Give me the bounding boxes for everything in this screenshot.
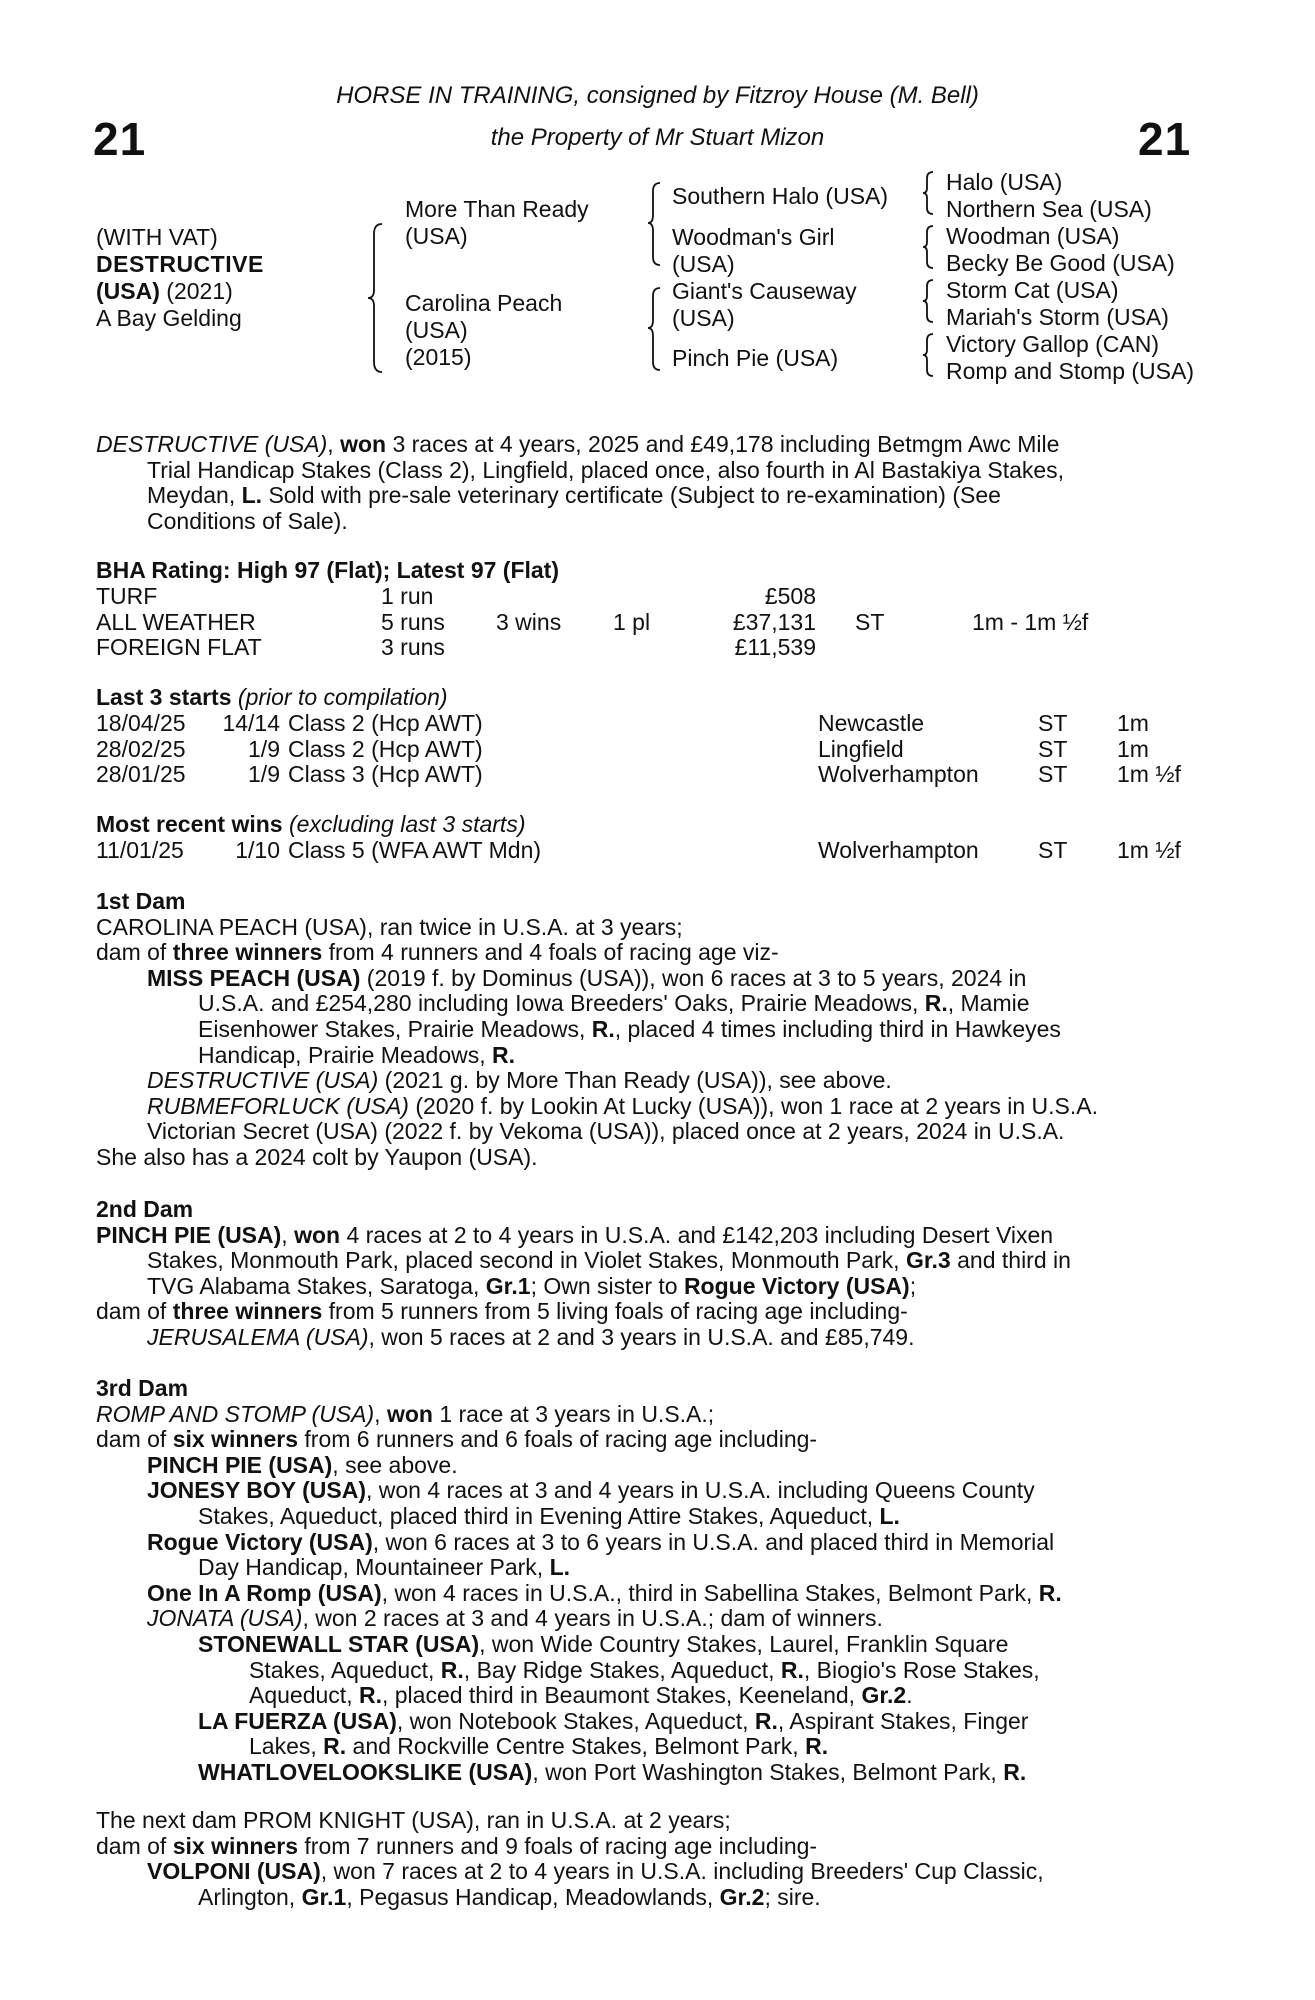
- first-dam-line-10: She also has a 2024 colt by Yaupon (USA).: [96, 1143, 538, 1170]
- sd-l3-b: ; Own sister to: [530, 1272, 684, 1299]
- last-start-course: Wolverhampton: [818, 761, 979, 788]
- td-rogue-text: , won 6 races at 3 to 6 years in U.S.A. and placed third in Memorial: [372, 1528, 1055, 1555]
- td-l15-a: , won Port Washington Stakes, Belmont Park,: [532, 1758, 1004, 1785]
- property-line: the Property of Mr Stuart Mizon: [490, 124, 825, 151]
- second-dam-line-3: [96, 1274, 1206, 1300]
- rating-distance: 1m - 1m ½f: [972, 608, 1089, 635]
- td-l12-gr: Gr.2: [861, 1682, 907, 1709]
- td-rogue-victory: Rogue Victory (USA): [147, 1528, 373, 1555]
- td-won: won: [386, 1400, 433, 1427]
- first-dam-line-6: [96, 1043, 1206, 1069]
- recent-win-going: ST: [1038, 837, 1068, 863]
- fd-l6-r: R.: [492, 1041, 516, 1068]
- sire-origin: (USA): [405, 223, 468, 249]
- td-jonesy-boy: JONESY BOY (USA): [147, 1477, 366, 1504]
- bracket-g3-3: [923, 278, 937, 324]
- first-dam-line-1: CAROLINA PEACH (USA), ran twice in U.S.A. at 3 years;: [96, 913, 683, 940]
- rating-prize: £508: [764, 583, 816, 609]
- last-start-race: Class 2 (Hcp AWT): [288, 735, 483, 762]
- third-dam-heading: 3rd Dam: [96, 1375, 189, 1401]
- td-l14-r1: R.: [323, 1733, 347, 1760]
- td-pinch-pie: PINCH PIE (USA): [147, 1451, 333, 1478]
- second-dam-heading: 2nd Dam: [96, 1196, 194, 1222]
- dam-dam: Pinch Pie (USA): [672, 345, 839, 371]
- rating-runs: 1 run: [381, 583, 434, 609]
- td-l15-r: R.: [1003, 1758, 1027, 1785]
- next-dam-line-3: [96, 1859, 1206, 1885]
- sd-l3-gr: Gr.1: [485, 1272, 531, 1299]
- g3-storm-cat: Storm Cat (USA): [946, 277, 1119, 303]
- first-dam-line-3: [96, 966, 1206, 992]
- rating-placed: 1 pl: [613, 608, 651, 635]
- bracket-g3-4: [923, 332, 937, 378]
- nd-l4-b: , Pegasus Handicap, Meadowlands,: [346, 1883, 720, 1910]
- td-dam-of: dam of: [96, 1426, 173, 1453]
- summary-text-3: Sold with pre-sale veterinary certificate (Subject to re-examination) (See: [262, 482, 1001, 509]
- rating-prize: £37,131: [732, 608, 816, 635]
- fd-l4-b: , Mamie: [947, 990, 1030, 1017]
- next-dam-section: [96, 1808, 1206, 1910]
- recent-wins-heading-line: [96, 812, 525, 838]
- next-dam-line-4: [96, 1885, 1206, 1911]
- sd-l2-gr: Gr.3: [905, 1247, 951, 1274]
- sd-l3-a: TVG Alabama Stakes, Saratoga,: [147, 1272, 486, 1299]
- last-start-position: 1/9: [248, 761, 280, 788]
- recent-win-position: 1/10: [235, 837, 280, 863]
- g3-mariahs-storm: Mariah's Storm (USA): [946, 304, 1169, 330]
- dam-year: (2015): [405, 344, 472, 370]
- last-starts-note: (prior to compilation): [231, 684, 448, 710]
- pedigree-dam-bracket: [648, 286, 666, 372]
- fd-l6-a: Handicap, Prairie Meadows,: [198, 1041, 493, 1068]
- td-winners: six winners: [172, 1426, 298, 1453]
- recent-win-course: Wolverhampton: [818, 837, 979, 863]
- second-dam-section: [96, 1197, 1206, 1351]
- td-l12-r: R.: [358, 1682, 382, 1709]
- td-l13-a: , won Notebook Stakes, Aqueduct,: [396, 1707, 755, 1734]
- td-jonata-text: , won 2 races at 3 and 4 years in U.S.A.; dam of winners.: [302, 1605, 883, 1632]
- td-whatlovelookslike: WHATLOVELOOKSLIKE (USA): [198, 1758, 533, 1785]
- first-dam-section: [96, 889, 1206, 1171]
- sire-dam-origin: (USA): [672, 251, 735, 277]
- td-l11-c: , Biogio's Rose Stakes,: [803, 1656, 1040, 1683]
- rating-runs: 5 runs: [381, 608, 445, 635]
- fd-destructive-text: (2021 g. by More Than Ready (USA)), see above.: [378, 1067, 892, 1094]
- third-dam-line-6: [96, 1530, 1206, 1556]
- g3-victory-gallop: Victory Gallop (CAN): [946, 331, 1160, 357]
- sd-dam-of: dam of: [96, 1298, 173, 1325]
- second-dam-line-1: [96, 1223, 1206, 1249]
- second-dam-line-5: [96, 1325, 1206, 1351]
- last-start-race: Class 3 (Hcp AWT): [288, 761, 483, 788]
- last-start-date: 28/02/25: [96, 735, 186, 762]
- td-jonesy-text: , won 4 races at 3 and 4 years in U.S.A. including Queens County: [365, 1477, 1035, 1504]
- last-start-going: ST: [1038, 761, 1068, 788]
- third-dam-line-1: [96, 1402, 1206, 1428]
- sire-name: More Than Ready: [405, 196, 589, 222]
- last-start-course: Newcastle: [818, 710, 925, 736]
- fd-l5-a: Eisenhower Stakes, Prairie Meadows,: [198, 1015, 592, 1042]
- vat-note: (WITH VAT): [96, 224, 218, 250]
- td-l13-r: R.: [754, 1707, 778, 1734]
- fd-rubmeforluck: RUBMEFORLUCK (USA): [147, 1092, 409, 1119]
- sd-jerusalema-text: , won 5 races at 2 and 3 years in U.S.A. and £85,749.: [368, 1323, 915, 1350]
- summary-sep: ,: [327, 431, 341, 457]
- td-romp: ROMP AND STOMP (USA): [96, 1400, 375, 1427]
- g3-northern-sea: Northern Sea (USA): [946, 196, 1152, 222]
- last-start-distance: 1m: [1117, 710, 1149, 736]
- first-dam-line-5: [96, 1017, 1206, 1043]
- recent-win-race: Class 5 (WFA AWT Mdn): [288, 837, 542, 863]
- nd-dam-of: dam of: [96, 1832, 173, 1859]
- nd-l4-gr1: Gr.1: [301, 1883, 347, 1910]
- sd-jerusalema: JERUSALEMA (USA): [147, 1323, 369, 1350]
- third-dam-line-15: [96, 1760, 1206, 1786]
- nd-volponi: VOLPONI (USA): [147, 1858, 321, 1885]
- fd-l4-a: U.S.A. and £254,280 including Iowa Breeders' Oaks, Prairie Meadows,: [198, 990, 925, 1017]
- third-dam-line-9: [96, 1606, 1206, 1632]
- first-dam-line-2: [96, 940, 1206, 966]
- third-dam-line-10: [96, 1632, 1206, 1658]
- horse-name: DESTRUCTIVE: [96, 251, 264, 277]
- sire-sire: Southern Halo (USA): [672, 183, 889, 209]
- summary-horse: DESTRUCTIVE (USA): [96, 431, 328, 457]
- sd-won: won: [294, 1221, 341, 1248]
- pedigree-main-bracket: [368, 222, 388, 374]
- td-l12-c: .: [906, 1682, 913, 1709]
- third-dam-line-14: [96, 1734, 1206, 1760]
- first-dam-line-4: [96, 991, 1206, 1017]
- fd-winners: three winners: [172, 939, 323, 966]
- td-l7-a: Day Handicap, Mountaineer Park,: [198, 1554, 550, 1581]
- td-runners: from 6 runners and 6 foals of racing age including-: [298, 1426, 818, 1453]
- td-pinch-pie-text: , see above.: [332, 1451, 458, 1478]
- sd-l1-text: 4 races at 2 to 4 years in U.S.A. and £142,203 including Desert Vixen: [340, 1221, 1054, 1248]
- td-l11-a: Stakes, Aqueduct,: [249, 1656, 441, 1683]
- bracket-g3-2: [923, 224, 937, 270]
- td-l14-r2: R.: [805, 1733, 829, 1760]
- summary-meydan: Meydan,: [147, 482, 242, 509]
- td-jonata: JONATA (USA): [147, 1605, 303, 1632]
- dam-name: Carolina Peach: [405, 290, 563, 316]
- second-dam-line-4: [96, 1299, 1206, 1325]
- rating-heading: BHA Rating: High 97 (Flat); Latest 97 (Flat): [96, 557, 559, 583]
- sd-pinch-pie: PINCH PIE (USA): [96, 1221, 282, 1248]
- td-l5-a: Stakes, Aqueduct, placed third in Evening Attire Stakes, Aqueduct,: [198, 1502, 880, 1529]
- first-dam-line-9: Victorian Secret (USA) (2022 f. by Vekoma (USA)), placed once at 2 years, 2024 in U.S.A.: [147, 1118, 1065, 1145]
- dam-sire-name: Giant's Causeway: [672, 278, 857, 304]
- first-dam-line-7: [96, 1068, 1206, 1094]
- third-dam-line-13: [96, 1709, 1206, 1735]
- next-dam-line-2: [96, 1834, 1206, 1860]
- lot-number-left: 21: [93, 113, 147, 165]
- fd-dam-of: dam of: [96, 939, 173, 966]
- sd-sep: ,: [281, 1221, 295, 1248]
- g3-woodman: Woodman (USA): [946, 223, 1120, 249]
- summary-listed: L.: [241, 482, 263, 509]
- td-romp-text: , won 4 races in U.S.A., third in Sabellina Stakes, Belmont Park,: [381, 1579, 1039, 1606]
- g3-becky-be-good: Becky Be Good (USA): [946, 250, 1175, 276]
- td-l8-r: R.: [1038, 1579, 1062, 1606]
- nd-l4-c: ; sire.: [764, 1883, 821, 1910]
- fd-l5-b: , placed 4 times including third in Hawkeyes: [614, 1015, 1061, 1042]
- last-start-position: 14/14: [222, 710, 280, 736]
- horse-year: (2021): [159, 278, 233, 304]
- summary-paragraph: [96, 432, 1206, 534]
- nd-l4-gr2: Gr.2: [719, 1883, 765, 1910]
- sd-runners: from 5 runners from 5 living foals of racing age including-: [322, 1298, 908, 1325]
- dam-sire-origin: (USA): [672, 305, 735, 331]
- sd-l3-c: ;: [909, 1272, 917, 1299]
- sd-rogue-victory: Rogue Victory (USA): [683, 1272, 910, 1299]
- last-start-date: 28/01/25: [96, 761, 186, 788]
- last-starts-heading: Last 3 starts: [96, 684, 232, 710]
- first-dam-line-8: [96, 1094, 1206, 1120]
- td-l7-l: L.: [549, 1554, 571, 1581]
- td-l14-b: and Rockville Centre Stakes, Belmont Park,: [346, 1733, 806, 1760]
- fd-destructive: DESTRUCTIVE (USA): [147, 1067, 379, 1094]
- td-l13-b: , Aspirant Stakes, Finger: [777, 1707, 1029, 1734]
- bracket-g3-1: [923, 170, 937, 216]
- nd-l4-a: Arlington,: [198, 1883, 302, 1910]
- nd-runners: from 7 runners and 9 foals of racing age including-: [298, 1832, 818, 1859]
- fd-miss-peach: MISS PEACH (USA): [147, 964, 361, 991]
- summary-line-2: Trial Handicap Stakes (Class 2), Lingfield, placed once, also fourth in Al Bastakiya Stakes,: [147, 456, 1065, 483]
- summary-line-3: [96, 483, 1206, 509]
- third-dam-line-2: [96, 1427, 1206, 1453]
- horse-description: A Bay Gelding: [96, 305, 242, 331]
- consignment-line: HORSE IN TRAINING, consigned by Fitzroy House (M. Bell): [336, 82, 979, 109]
- summary-won: won: [340, 431, 387, 457]
- last-starts-heading-line: [96, 685, 448, 711]
- rating-surface: FOREIGN FLAT: [96, 634, 262, 661]
- td-la-fuerza: LA FUERZA (USA): [198, 1707, 397, 1734]
- fd-runners: from 4 runners and 4 foals of racing age viz-: [322, 939, 779, 966]
- summary-line-4: Conditions of Sale).: [147, 507, 348, 534]
- horse-origin: (USA): [96, 278, 160, 304]
- third-dam-line-11: [96, 1658, 1206, 1684]
- td-l1-text: 1 race at 3 years in U.S.A.;: [432, 1400, 715, 1427]
- td-l12-a: Aqueduct,: [249, 1682, 359, 1709]
- td-l11-b: , Bay Ridge Stakes, Aqueduct,: [463, 1656, 781, 1683]
- last-start-course: Lingfield: [818, 735, 904, 762]
- td-stonewall-text: , won Wide Country Stakes, Laurel, Franklin Square: [479, 1630, 1009, 1657]
- third-dam-line-7: [96, 1555, 1206, 1581]
- recent-wins-heading: Most recent wins: [96, 811, 283, 837]
- td-l11-r2: R.: [780, 1656, 804, 1683]
- td-sep: ,: [374, 1400, 387, 1427]
- td-l5-l: L.: [879, 1502, 900, 1529]
- summary-line-1: [96, 432, 1206, 458]
- last-start-distance: 1m ½f: [1117, 761, 1181, 788]
- fd-l5-r: R.: [591, 1015, 615, 1042]
- lot-number-right: 21: [1138, 113, 1192, 165]
- rating-surface: ALL WEATHER: [96, 608, 256, 635]
- third-dam-line-3: [96, 1453, 1206, 1479]
- td-l14-a: Lakes,: [249, 1733, 324, 1760]
- pedigree-sire-bracket: [648, 181, 666, 267]
- dam-origin: (USA): [405, 317, 468, 343]
- recent-win-distance: 1m ½f: [1117, 837, 1181, 863]
- g3-halo: Halo (USA): [946, 169, 1063, 195]
- nd-winners: six winners: [172, 1832, 298, 1859]
- third-dam-section: [96, 1376, 1206, 1786]
- fd-l4-r: R.: [924, 990, 948, 1017]
- sd-winners: three winners: [172, 1298, 323, 1325]
- recent-wins-note: (excluding last 3 starts): [282, 811, 526, 837]
- second-dam-line-2: [96, 1248, 1206, 1274]
- third-dam-line-4: [96, 1478, 1206, 1504]
- rating-going: ST: [855, 608, 885, 635]
- sd-l2-a: Stakes, Monmouth Park, placed second in Violet Stakes, Monmouth Park,: [147, 1247, 906, 1274]
- td-l11-r1: R.: [440, 1656, 464, 1683]
- last-start-going: ST: [1038, 710, 1068, 736]
- td-l12-b: , placed third in Beaumont Stakes, Keeneland,: [381, 1682, 862, 1709]
- sd-l2-b: and third in: [950, 1247, 1071, 1274]
- last-start-position: 1/9: [248, 735, 280, 762]
- horse-origin-year: [96, 278, 233, 305]
- rating-runs: 3 runs: [381, 634, 445, 661]
- td-one-in-a-romp: One In A Romp (USA): [147, 1579, 382, 1606]
- first-dam-heading: 1st Dam: [96, 888, 186, 914]
- next-dam-line-1: The next dam PROM KNIGHT (USA), ran in U.S.A. at 2 years;: [96, 1807, 731, 1833]
- fd-rubmeforluck-text: (2020 f. by Lookin At Lucky (USA)), won 1 race at 2 years in U.S.A.: [408, 1092, 1099, 1119]
- td-stonewall-star: STONEWALL STAR (USA): [198, 1630, 480, 1657]
- rating-wins: 3 wins: [496, 608, 562, 635]
- g3-romp-and-stomp: Romp and Stomp (USA): [946, 358, 1194, 384]
- fd-miss-peach-text: (2019 f. by Dominus (USA)), won 6 races at 3 to 5 years, 2024 in: [360, 964, 1027, 991]
- third-dam-line-8: [96, 1581, 1206, 1607]
- summary-text-1: 3 races at 4 years, 2025 and £49,178 including Betmgm Awc Mile: [386, 431, 1060, 457]
- nd-volponi-text: , won 7 races at 2 to 4 years in U.S.A. including Breeders' Cup Classic,: [320, 1858, 1044, 1885]
- third-dam-line-12: [96, 1683, 1206, 1709]
- last-start-date: 18/04/25: [96, 710, 186, 736]
- last-start-distance: 1m: [1117, 735, 1149, 762]
- recent-win-date: 11/01/25: [96, 837, 184, 863]
- third-dam-line-5: [96, 1504, 1206, 1530]
- sire-dam-name: Woodman's Girl: [672, 224, 835, 250]
- rating-surface: TURF: [96, 583, 158, 609]
- rating-prize: £11,539: [734, 634, 816, 661]
- last-start-going: ST: [1038, 735, 1068, 762]
- last-start-race: Class 2 (Hcp AWT): [288, 710, 483, 736]
